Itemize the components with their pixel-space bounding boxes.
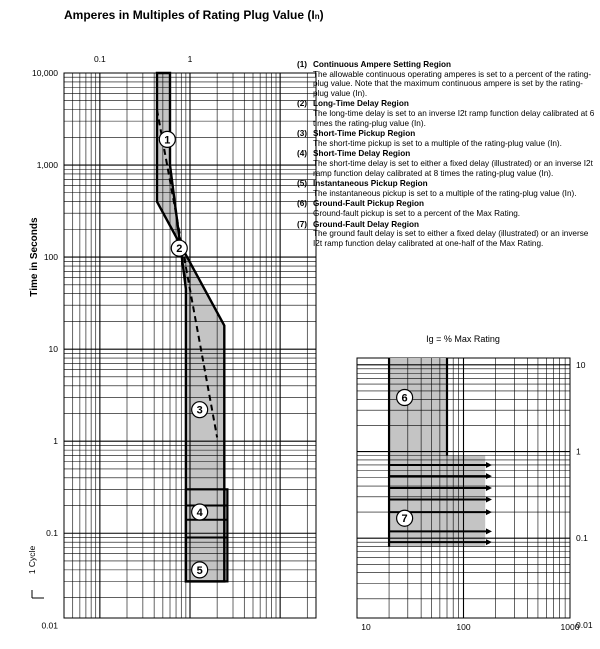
legend-item-heading	[297, 220, 597, 230]
region-marker-label: 4	[196, 507, 203, 520]
chart-title-text: Amperes in Multiples of Rating Plug Value (I	[64, 8, 315, 22]
legend-item-number: (6)	[297, 199, 308, 209]
region-marker-label: 2	[176, 243, 183, 256]
legend-item-description: The allowable continuous operating amperes is set to a percent of the rating-plug value. Note that the maximum continuous ampere is set by the rating-plug value (In).	[313, 69, 592, 98]
x-tick-label: 1	[187, 54, 193, 64]
legend-item	[297, 99, 597, 128]
gf-x-tick-label: 10	[361, 622, 371, 632]
gf-y-tick-label: 1	[576, 446, 581, 457]
legend-item-description: The instantaneous pickup is set to a multiple of the rating-plug value (In).	[313, 188, 577, 198]
legend-item-heading	[297, 129, 597, 139]
legend-item-number: (5)	[297, 179, 308, 189]
y-tick-label: 1	[53, 436, 58, 447]
legend-item	[297, 220, 597, 249]
legend-item-heading	[297, 199, 597, 209]
legend-item	[297, 149, 597, 178]
chart-title-subscript: n	[314, 12, 320, 21]
legend-item-description: The long-time delay is set to an inverse I2t ramp function delay calibrated at 6 times the rating-plug value (In).	[313, 108, 595, 128]
legend-item-title: Continuous Ampere Setting Region	[313, 60, 451, 69]
gf-x-tick-label: 1000	[560, 622, 580, 632]
legend-item-description: The short-time pickup is set to a multiple of the rating-plug value (In).	[313, 138, 562, 148]
legend-item-number: (7)	[297, 219, 308, 229]
ground-fault-chart-group	[357, 334, 593, 632]
legend-item-title: Instantaneous Pickup Region	[313, 179, 428, 189]
y-tick-label: 100	[43, 252, 58, 263]
legend-item-title: Ground-Fault Delay Region	[313, 219, 419, 229]
gf-y-tick-label: 0.01	[576, 619, 593, 630]
legend-item-heading	[297, 99, 597, 109]
region-marker-label: 3	[196, 404, 203, 417]
region-marker-label: 5	[196, 564, 203, 577]
legend-item	[297, 179, 597, 198]
legend-item-number: (4)	[297, 149, 308, 159]
legend-item-number: (1)	[297, 60, 308, 69]
y-tick-label: 1,000	[36, 160, 58, 171]
legend-item-number: (3)	[297, 129, 308, 139]
legend-item-title: Short-Time Delay Region	[313, 149, 411, 159]
y-tick-label: 0.01	[41, 620, 58, 631]
legend-item-description: The short-time delay is set to either a fixed delay (illustrated) or an inverse I2t ramp function delay calibrated at 8 times the rating-plug value (In).	[313, 158, 593, 178]
y-axis-title: Time in Seconds	[29, 217, 40, 297]
gf-y-tick-label: 0.1	[576, 533, 588, 544]
one-cycle-label: 1 Cycle	[27, 545, 37, 575]
legend-item-heading	[297, 60, 597, 70]
ground-fault-chart-title: Ig = % Max Rating	[426, 334, 500, 344]
legend-item-title: Ground-Fault Pickup Region	[313, 199, 424, 209]
gf-region-marker-label: 7	[401, 513, 408, 526]
y-tick-label: 10,000	[32, 68, 58, 78]
legend-item-description: The ground fault delay is set to either a fixed delay (illustrated) or an inverse I2t ramp function delay calibrated at one-half of the Max Rating.	[313, 229, 589, 248]
gf-region-marker-label: 6	[401, 392, 408, 405]
y-tick-label: 0.1	[46, 528, 58, 539]
main-chart-group	[27, 54, 316, 630]
legend-item	[297, 60, 597, 98]
legend-item	[297, 129, 597, 148]
legend-item-heading	[297, 179, 597, 189]
legend-item-description: Ground-fault pickup is set to a percent of the Max Rating.	[313, 208, 521, 218]
gf-x-tick-label: 100	[456, 622, 471, 632]
x-tick-label: 0.1	[93, 54, 106, 64]
region-marker-label: 1	[164, 134, 171, 147]
legend-item-title: Short-Time Pickup Region	[313, 129, 416, 139]
region-legend	[297, 60, 597, 249]
chart-title-close: )	[319, 8, 324, 22]
y-tick-label: 10	[48, 344, 58, 355]
legend-item-title: Long-Time Delay Region	[313, 99, 409, 109]
gf-y-tick-label: 10	[576, 359, 586, 370]
legend-item-number: (2)	[297, 99, 308, 109]
legend-item	[297, 199, 597, 218]
legend-item-heading	[297, 149, 597, 159]
